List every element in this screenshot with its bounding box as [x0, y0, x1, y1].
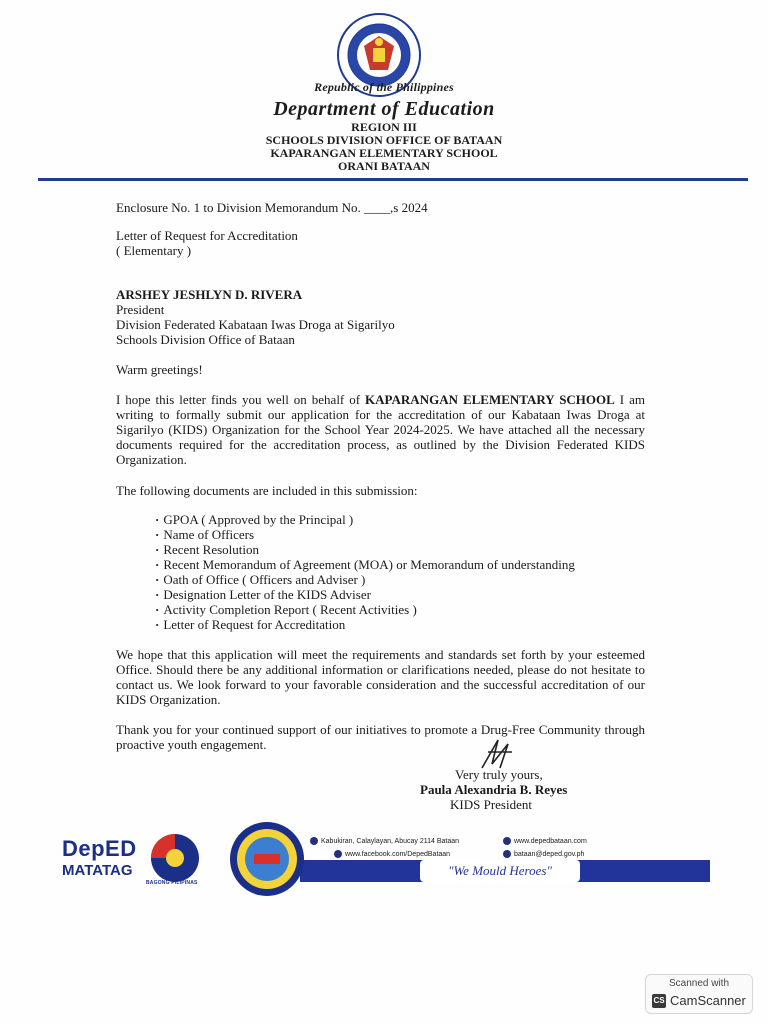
- footer-facebook: [334, 850, 450, 858]
- footer-email: [503, 850, 584, 858]
- closing: Very truly yours,: [455, 767, 543, 782]
- list-item: · Name of Officers: [155, 527, 575, 542]
- footer-address: [310, 837, 459, 845]
- scanned-with-label: Scanned with: [668, 978, 730, 989]
- footer-website: [503, 837, 587, 845]
- location-icon: [310, 837, 318, 845]
- intro-paragraph-rest: I am writing to formally submit our application for the accreditation of our Kabataan Iwas Droga at Sigarilyo (KIDS) Organization for the School Year 2024-2025. We have attached all the necessary documents required for the accreditation process, as outlined by the Division Federated KIDS Organization.: [116, 392, 645, 467]
- recipient-organization: Division Federated Kabataan Iwas Droga at Sigarilyo: [116, 317, 395, 332]
- website-text: www.depedbataan.com: [514, 837, 587, 845]
- documents-intro: The following documents are included in this submission:: [116, 483, 418, 498]
- list-item: · Letter of Request for Accreditation: [155, 617, 575, 632]
- camscanner-icon: CS: [652, 994, 666, 1008]
- camscanner-name: CamScanner: [670, 993, 746, 1008]
- recipient-title: President: [116, 302, 165, 317]
- header-department: Department of Education: [273, 98, 495, 120]
- request-paragraph: We hope that this application will meet the requirements and standards set forth by your esteemed Office. Should there be any additional information or clarifications needed, please do not hesitate to contact us. We look forward to your favorable consideration and the successful accreditation of our KIDS Organization.: [116, 647, 645, 707]
- recipient-office: Schools Division Office of Bataan: [116, 332, 295, 347]
- facebook-text: www.facebook.com/DepedBataan: [345, 850, 451, 858]
- intro-paragraph-start: I hope this letter finds you well on behalf of: [116, 392, 366, 407]
- list-item: · Recent Resolution: [155, 542, 575, 557]
- enclosure-line: Enclosure No. 1 to Division Memorandum No. ____,s 2024: [116, 200, 428, 215]
- thanks-paragraph: Thank you for your continued support of our initiatives to promote a Drug-Free Community through proactive youth engagement.: [116, 722, 645, 752]
- header-republic: Republic of the Philippines: [314, 80, 454, 94]
- documents-list: [155, 512, 575, 632]
- address-text: Kabukiran, Calaylayan, Abucay 2114 Bataan: [321, 837, 460, 845]
- intro-paragraph: [116, 392, 645, 467]
- intro-school-name: KAPARANGAN ELEMENTARY SCHOOL: [365, 392, 615, 407]
- header-division: SCHOOLS DIVISION OFFICE OF BATAAN: [265, 133, 503, 147]
- email-text: bataan@deped.gov.ph: [514, 850, 585, 858]
- facebook-icon: [334, 850, 342, 858]
- subject-line: Letter of Request for Accreditation: [116, 228, 298, 243]
- sdo-bataan-seal-icon: [228, 820, 306, 898]
- signatory-title: KIDS President: [450, 797, 532, 812]
- greeting: Warm greetings!: [116, 362, 203, 377]
- footer-motto: "We Mould Heroes": [420, 860, 580, 882]
- deped-logo-word: DepED: [62, 836, 137, 861]
- list-item: · Activity Completion Report ( Recent Activities ): [155, 602, 575, 617]
- list-item: · Oath of Office ( Officers and Adviser ): [155, 572, 575, 587]
- header-region: REGION III: [351, 120, 417, 134]
- camscanner-badge: [645, 974, 753, 1014]
- deped-logo-matatag: MATATAG: [62, 862, 133, 879]
- list-item: · Recent Memorandum of Agreement (MOA) or Memorandum of understanding: [155, 557, 575, 572]
- globe-icon: [503, 837, 511, 845]
- header-town: ORANI BATAAN: [338, 159, 430, 173]
- bagong-pilipinas-logo-icon: [146, 832, 204, 884]
- header-divider: [38, 178, 748, 181]
- signatory-name: Paula Alexandria B. Reyes: [420, 782, 568, 797]
- header-school: KAPARANGAN ELEMENTARY SCHOOL: [270, 146, 498, 160]
- list-item: · Designation Letter of the KIDS Adviser: [155, 587, 575, 602]
- subject-level: ( Elementary ): [116, 243, 192, 258]
- bagong-pilipinas-label: BAGONG PILIPINAS: [146, 880, 198, 886]
- email-icon: [503, 850, 511, 858]
- list-item: · GPOA ( Approved by the Principal ): [155, 512, 575, 527]
- recipient-name: ARSHEY JESHLYN D. RIVERA: [116, 287, 303, 302]
